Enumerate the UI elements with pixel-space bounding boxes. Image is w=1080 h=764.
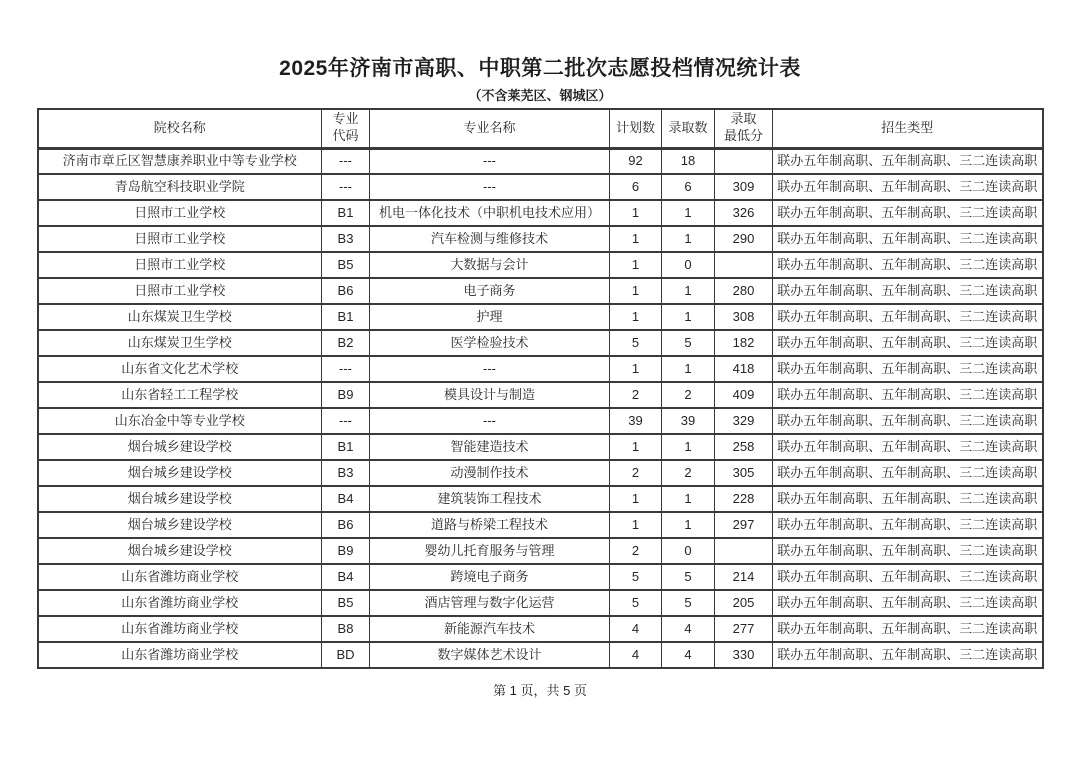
cell-major-code: BD xyxy=(322,642,370,668)
cell-admitted-count: 0 xyxy=(662,538,715,564)
cell-major-code: B3 xyxy=(322,460,370,486)
cell-school-name: 山东省文化艺术学校 xyxy=(38,356,322,382)
cell-major-code: B1 xyxy=(322,304,370,330)
cell-major-name: 模具设计与制造 xyxy=(370,382,610,408)
cell-admitted-count: 1 xyxy=(662,304,715,330)
table-row xyxy=(38,304,1043,330)
cell-school-name: 山东冶金中等专业学校 xyxy=(38,408,322,434)
cell-plan-count: 2 xyxy=(610,460,662,486)
cell-admitted-count: 5 xyxy=(662,590,715,616)
cell-admitted-count: 1 xyxy=(662,486,715,512)
cell-major-name: 酒店管理与数字化运营 xyxy=(370,590,610,616)
cell-plan-count: 92 xyxy=(610,148,662,174)
cell-major-name: 智能建造技术 xyxy=(370,434,610,460)
table-row xyxy=(38,590,1043,616)
cell-major-name: --- xyxy=(370,174,610,200)
cell-plan-count: 4 xyxy=(610,616,662,642)
cell-school-name: 青岛航空科技职业学院 xyxy=(38,174,322,200)
cell-admitted-count: 4 xyxy=(662,616,715,642)
cell-admitted-count: 2 xyxy=(662,382,715,408)
cell-min-score: 308 xyxy=(715,304,773,330)
table-row xyxy=(38,642,1043,668)
table-body xyxy=(38,148,1043,668)
cell-school-name: 日照市工业学校 xyxy=(38,278,322,304)
cell-enrollment-type: 联办五年制高职、五年制高职、三二连读高职 xyxy=(773,174,1043,200)
cell-plan-count: 1 xyxy=(610,434,662,460)
cell-major-name: 动漫制作技术 xyxy=(370,460,610,486)
cell-min-score: 280 xyxy=(715,278,773,304)
cell-admitted-count: 1 xyxy=(662,356,715,382)
cell-enrollment-type: 联办五年制高职、五年制高职、三二连读高职 xyxy=(773,226,1043,252)
cell-school-name: 山东煤炭卫生学校 xyxy=(38,304,322,330)
cell-enrollment-type: 联办五年制高职、五年制高职、三二连读高职 xyxy=(773,304,1043,330)
cell-major-name: 跨境电子商务 xyxy=(370,564,610,590)
cell-major-code: B6 xyxy=(322,278,370,304)
cell-major-code: B1 xyxy=(322,434,370,460)
col-header-enrollment-type: 招生类型 xyxy=(773,109,1043,148)
cell-school-name: 日照市工业学校 xyxy=(38,226,322,252)
table-row xyxy=(38,564,1043,590)
page-number-footer: 第 1 页，共 5 页 xyxy=(493,683,587,698)
cell-min-score: 309 xyxy=(715,174,773,200)
cell-plan-count: 4 xyxy=(610,642,662,668)
cell-min-score: 290 xyxy=(715,226,773,252)
cell-min-score: 297 xyxy=(715,512,773,538)
cell-plan-count: 1 xyxy=(610,512,662,538)
cell-plan-count: 1 xyxy=(610,356,662,382)
cell-enrollment-type: 联办五年制高职、五年制高职、三二连读高职 xyxy=(773,512,1043,538)
table-row xyxy=(38,538,1043,564)
cell-major-code: B4 xyxy=(322,486,370,512)
cell-enrollment-type: 联办五年制高职、五年制高职、三二连读高职 xyxy=(773,252,1043,278)
cell-major-code: B5 xyxy=(322,590,370,616)
cell-major-code: B2 xyxy=(322,330,370,356)
col-header-admitted-count: 录取数 xyxy=(662,109,715,148)
cell-min-score: 329 xyxy=(715,408,773,434)
cell-major-name: --- xyxy=(370,356,610,382)
cell-major-code: B9 xyxy=(322,538,370,564)
table-row xyxy=(38,200,1043,226)
cell-major-name: --- xyxy=(370,408,610,434)
table-row xyxy=(38,408,1043,434)
cell-min-score: 228 xyxy=(715,486,773,512)
cell-school-name: 烟台城乡建设学校 xyxy=(38,538,322,564)
cell-major-name: 电子商务 xyxy=(370,278,610,304)
table-row xyxy=(38,486,1043,512)
cell-admitted-count: 2 xyxy=(662,460,715,486)
cell-major-name: 汽车检测与维修技术 xyxy=(370,226,610,252)
cell-enrollment-type: 联办五年制高职、五年制高职、三二连读高职 xyxy=(773,460,1043,486)
cell-enrollment-type: 联办五年制高职、五年制高职、三二连读高职 xyxy=(773,642,1043,668)
col-header-min-score: 录取 最低分 xyxy=(715,109,773,148)
cell-min-score: 326 xyxy=(715,200,773,226)
cell-enrollment-type: 联办五年制高职、五年制高职、三二连读高职 xyxy=(773,616,1043,642)
cell-admitted-count: 5 xyxy=(662,330,715,356)
cell-plan-count: 39 xyxy=(610,408,662,434)
cell-major-code: B1 xyxy=(322,200,370,226)
table-row xyxy=(38,226,1043,252)
cell-major-code: B8 xyxy=(322,616,370,642)
admissions-stats-table xyxy=(37,108,1044,669)
cell-plan-count: 1 xyxy=(610,226,662,252)
cell-school-name: 烟台城乡建设学校 xyxy=(38,486,322,512)
cell-major-name: 婴幼儿托育服务与管理 xyxy=(370,538,610,564)
cell-school-name: 山东煤炭卫生学校 xyxy=(38,330,322,356)
cell-major-name: 机电一体化技术（中职机电技术应用） xyxy=(370,200,610,226)
table-row xyxy=(38,356,1043,382)
cell-enrollment-type: 联办五年制高职、五年制高职、三二连读高职 xyxy=(773,486,1043,512)
cell-major-code: B5 xyxy=(322,252,370,278)
cell-admitted-count: 4 xyxy=(662,642,715,668)
cell-enrollment-type: 联办五年制高职、五年制高职、三二连读高职 xyxy=(773,590,1043,616)
table-row xyxy=(38,252,1043,278)
cell-enrollment-type: 联办五年制高职、五年制高职、三二连读高职 xyxy=(773,148,1043,174)
cell-plan-count: 1 xyxy=(610,304,662,330)
cell-plan-count: 1 xyxy=(610,278,662,304)
cell-major-name: 建筑装饰工程技术 xyxy=(370,486,610,512)
table-row xyxy=(38,174,1043,200)
cell-major-name: 新能源汽车技术 xyxy=(370,616,610,642)
cell-plan-count: 2 xyxy=(610,538,662,564)
table-row xyxy=(38,278,1043,304)
cell-major-code: --- xyxy=(322,356,370,382)
cell-major-name: --- xyxy=(370,148,610,174)
cell-major-name: 医学检验技术 xyxy=(370,330,610,356)
col-header-major-name: 专业名称 xyxy=(370,109,610,148)
table-row xyxy=(38,148,1043,174)
cell-school-name: 山东省潍坊商业学校 xyxy=(38,642,322,668)
cell-school-name: 济南市章丘区智慧康养职业中等专业学校 xyxy=(38,148,322,174)
cell-major-code: B6 xyxy=(322,512,370,538)
cell-admitted-count: 1 xyxy=(662,434,715,460)
cell-enrollment-type: 联办五年制高职、五年制高职、三二连读高职 xyxy=(773,200,1043,226)
cell-admitted-count: 1 xyxy=(662,512,715,538)
cell-min-score: 205 xyxy=(715,590,773,616)
table-row xyxy=(38,512,1043,538)
cell-school-name: 烟台城乡建设学校 xyxy=(38,512,322,538)
cell-enrollment-type: 联办五年制高职、五年制高职、三二连读高职 xyxy=(773,278,1043,304)
table-header-row xyxy=(38,109,1043,148)
cell-major-code: --- xyxy=(322,174,370,200)
cell-min-score: 277 xyxy=(715,616,773,642)
cell-school-name: 烟台城乡建设学校 xyxy=(38,434,322,460)
cell-min-score: 418 xyxy=(715,356,773,382)
cell-admitted-count: 0 xyxy=(662,252,715,278)
cell-school-name: 山东省潍坊商业学校 xyxy=(38,616,322,642)
table-row xyxy=(38,330,1043,356)
cell-school-name: 山东省轻工工程学校 xyxy=(38,382,322,408)
cell-enrollment-type: 联办五年制高职、五年制高职、三二连读高职 xyxy=(773,356,1043,382)
cell-min-score xyxy=(715,252,773,278)
cell-plan-count: 6 xyxy=(610,174,662,200)
cell-enrollment-type: 联办五年制高职、五年制高职、三二连读高职 xyxy=(773,434,1043,460)
cell-school-name: 山东省潍坊商业学校 xyxy=(38,590,322,616)
cell-min-score: 305 xyxy=(715,460,773,486)
cell-school-name: 山东省潍坊商业学校 xyxy=(38,564,322,590)
cell-enrollment-type: 联办五年制高职、五年制高职、三二连读高职 xyxy=(773,564,1043,590)
page-subtitle: （不含莱芜区、钢城区） xyxy=(468,88,612,103)
cell-school-name: 日照市工业学校 xyxy=(38,252,322,278)
cell-admitted-count: 1 xyxy=(662,226,715,252)
cell-enrollment-type: 联办五年制高职、五年制高职、三二连读高职 xyxy=(773,330,1043,356)
cell-major-name: 数字媒体艺术设计 xyxy=(370,642,610,668)
cell-major-code: B9 xyxy=(322,382,370,408)
page-title: 2025年济南市高职、中职第二批次志愿投档情况统计表 xyxy=(279,57,801,80)
cell-admitted-count: 1 xyxy=(662,278,715,304)
cell-enrollment-type: 联办五年制高职、五年制高职、三二连读高职 xyxy=(773,538,1043,564)
cell-major-name: 护理 xyxy=(370,304,610,330)
cell-admitted-count: 5 xyxy=(662,564,715,590)
cell-plan-count: 1 xyxy=(610,200,662,226)
cell-admitted-count: 1 xyxy=(662,200,715,226)
cell-plan-count: 1 xyxy=(610,252,662,278)
cell-admitted-count: 39 xyxy=(662,408,715,434)
cell-plan-count: 5 xyxy=(610,330,662,356)
cell-min-score: 214 xyxy=(715,564,773,590)
cell-major-name: 道路与桥梁工程技术 xyxy=(370,512,610,538)
cell-school-name: 烟台城乡建设学校 xyxy=(38,460,322,486)
col-header-school-name: 院校名称 xyxy=(38,109,322,148)
cell-min-score: 330 xyxy=(715,642,773,668)
cell-school-name: 日照市工业学校 xyxy=(38,200,322,226)
cell-min-score: 182 xyxy=(715,330,773,356)
cell-plan-count: 1 xyxy=(610,486,662,512)
cell-major-code: --- xyxy=(322,408,370,434)
cell-major-code: B3 xyxy=(322,226,370,252)
cell-min-score: 409 xyxy=(715,382,773,408)
table-row xyxy=(38,434,1043,460)
table-row xyxy=(38,382,1043,408)
cell-min-score xyxy=(715,538,773,564)
cell-admitted-count: 6 xyxy=(662,174,715,200)
cell-min-score xyxy=(715,148,773,174)
cell-min-score: 258 xyxy=(715,434,773,460)
cell-enrollment-type: 联办五年制高职、五年制高职、三二连读高职 xyxy=(773,382,1043,408)
col-header-major-code: 专业 代码 xyxy=(322,109,370,148)
col-header-plan-count: 计划数 xyxy=(610,109,662,148)
table-row xyxy=(38,616,1043,642)
cell-major-code: --- xyxy=(322,148,370,174)
cell-plan-count: 5 xyxy=(610,564,662,590)
cell-plan-count: 2 xyxy=(610,382,662,408)
cell-major-name: 大数据与会计 xyxy=(370,252,610,278)
cell-plan-count: 5 xyxy=(610,590,662,616)
table-row xyxy=(38,460,1043,486)
cell-enrollment-type: 联办五年制高职、五年制高职、三二连读高职 xyxy=(773,408,1043,434)
cell-major-code: B4 xyxy=(322,564,370,590)
cell-admitted-count: 18 xyxy=(662,148,715,174)
